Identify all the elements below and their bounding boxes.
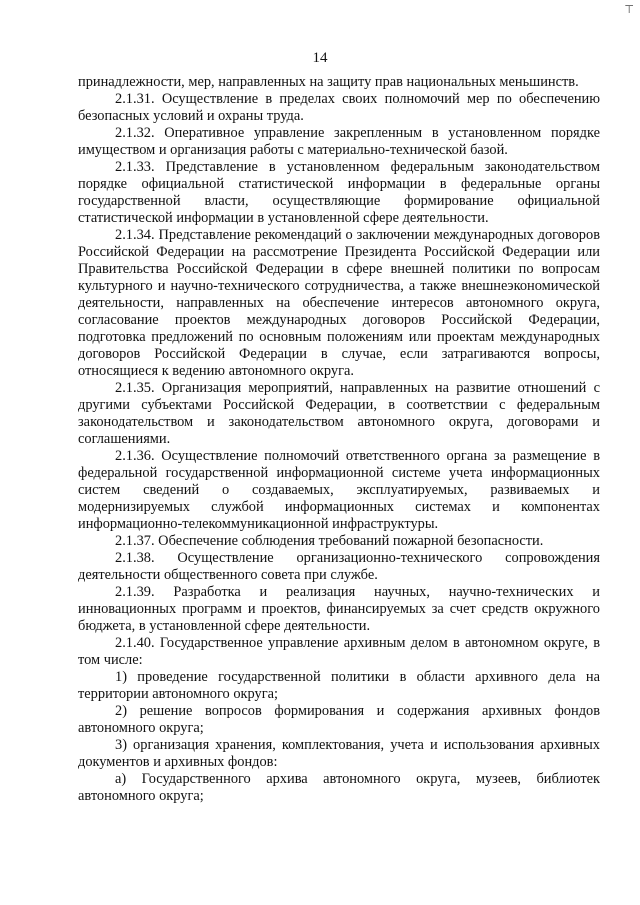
- paragraph: 2) решение вопросов формирования и содержания архивных фондов автономного округа;: [78, 703, 600, 736]
- paragraph: 2.1.34. Представление рекомендаций о заключении международных договоров Российской Федерации на рассмотрение Президента Российской Федерации или Правительства Российской Федерации в сфере внешней политики по вопросам культурного и научно-технического сотрудничества, а также внешнеэкономической деятельности, направленных на обеспечение интересов автономного округа, согласование проектов международных договоров Российской Федерации, подготовка предложений по основным положениям или проектам международных договоров Российской Федерации в случае, если затрагиваются вопросы, относящиеся к ведению автономного округа.: [78, 227, 600, 379]
- paragraph: 2.1.35. Организация мероприятий, направленных на развитие отношений с другими субъектами Российской Федерации, в соответствии с федеральным законодательством и законодательством автономного округа, договорами и соглашениями.: [78, 380, 600, 447]
- document-body: [78, 74, 600, 805]
- paragraph: 2.1.37. Обеспечение соблюдения требований пожарной безопасности.: [115, 533, 544, 549]
- paragraph: 2.1.40. Государственное управление архивным делом в автономном округе, в том числе:: [78, 635, 600, 668]
- paragraph: а) Государственного архива автономного округа, музеев, библиотек автономного округа;: [78, 771, 600, 804]
- paragraph: 2.1.32. Оперативное управление закрепленным в установленном порядке имуществом и организация работы с материально-технической базой.: [78, 125, 600, 158]
- corner-mark: ⊤: [624, 4, 634, 16]
- page-number: 14: [312, 50, 328, 66]
- paragraph: принадлежности, мер, направленных на защиту прав национальных меньшинств.: [78, 74, 579, 90]
- paragraph: 2.1.38. Осуществление организационно-технического сопровождения деятельности общественного совета при службе.: [78, 550, 600, 583]
- paragraph: 2.1.36. Осуществление полномочий ответственного органа за размещение в федеральной государственной информационной системе учета информационных систем сведений о создаваемых, эксплуатируемых, развиваемых и модернизируемых службой информационных системах и компонентах информационно-телекоммуникационной инфраструктуры.: [78, 448, 600, 532]
- paragraph: 2.1.33. Представление в установленном федеральным законодательством порядке официальной статистической информации в федеральные органы государственной власти, осуществляющие формирование официальной статистической информации в установленной сфере деятельности.: [78, 159, 600, 226]
- paragraph: 2.1.39. Разработка и реализация научных, научно-технических и инновационных программ и проектов, финансируемых за счет средств окружного бюджета, в установленной сфере деятельности.: [78, 584, 600, 634]
- paragraph: 1) проведение государственной политики в области архивного дела на территории автономного округа;: [78, 669, 600, 702]
- paragraph: 3) организация хранения, комплектования, учета и использования архивных документов и архивных фондов:: [78, 737, 600, 770]
- paragraph: 2.1.31. Осуществление в пределах своих полномочий мер по обеспечению безопасных условий и охраны труда.: [78, 91, 600, 124]
